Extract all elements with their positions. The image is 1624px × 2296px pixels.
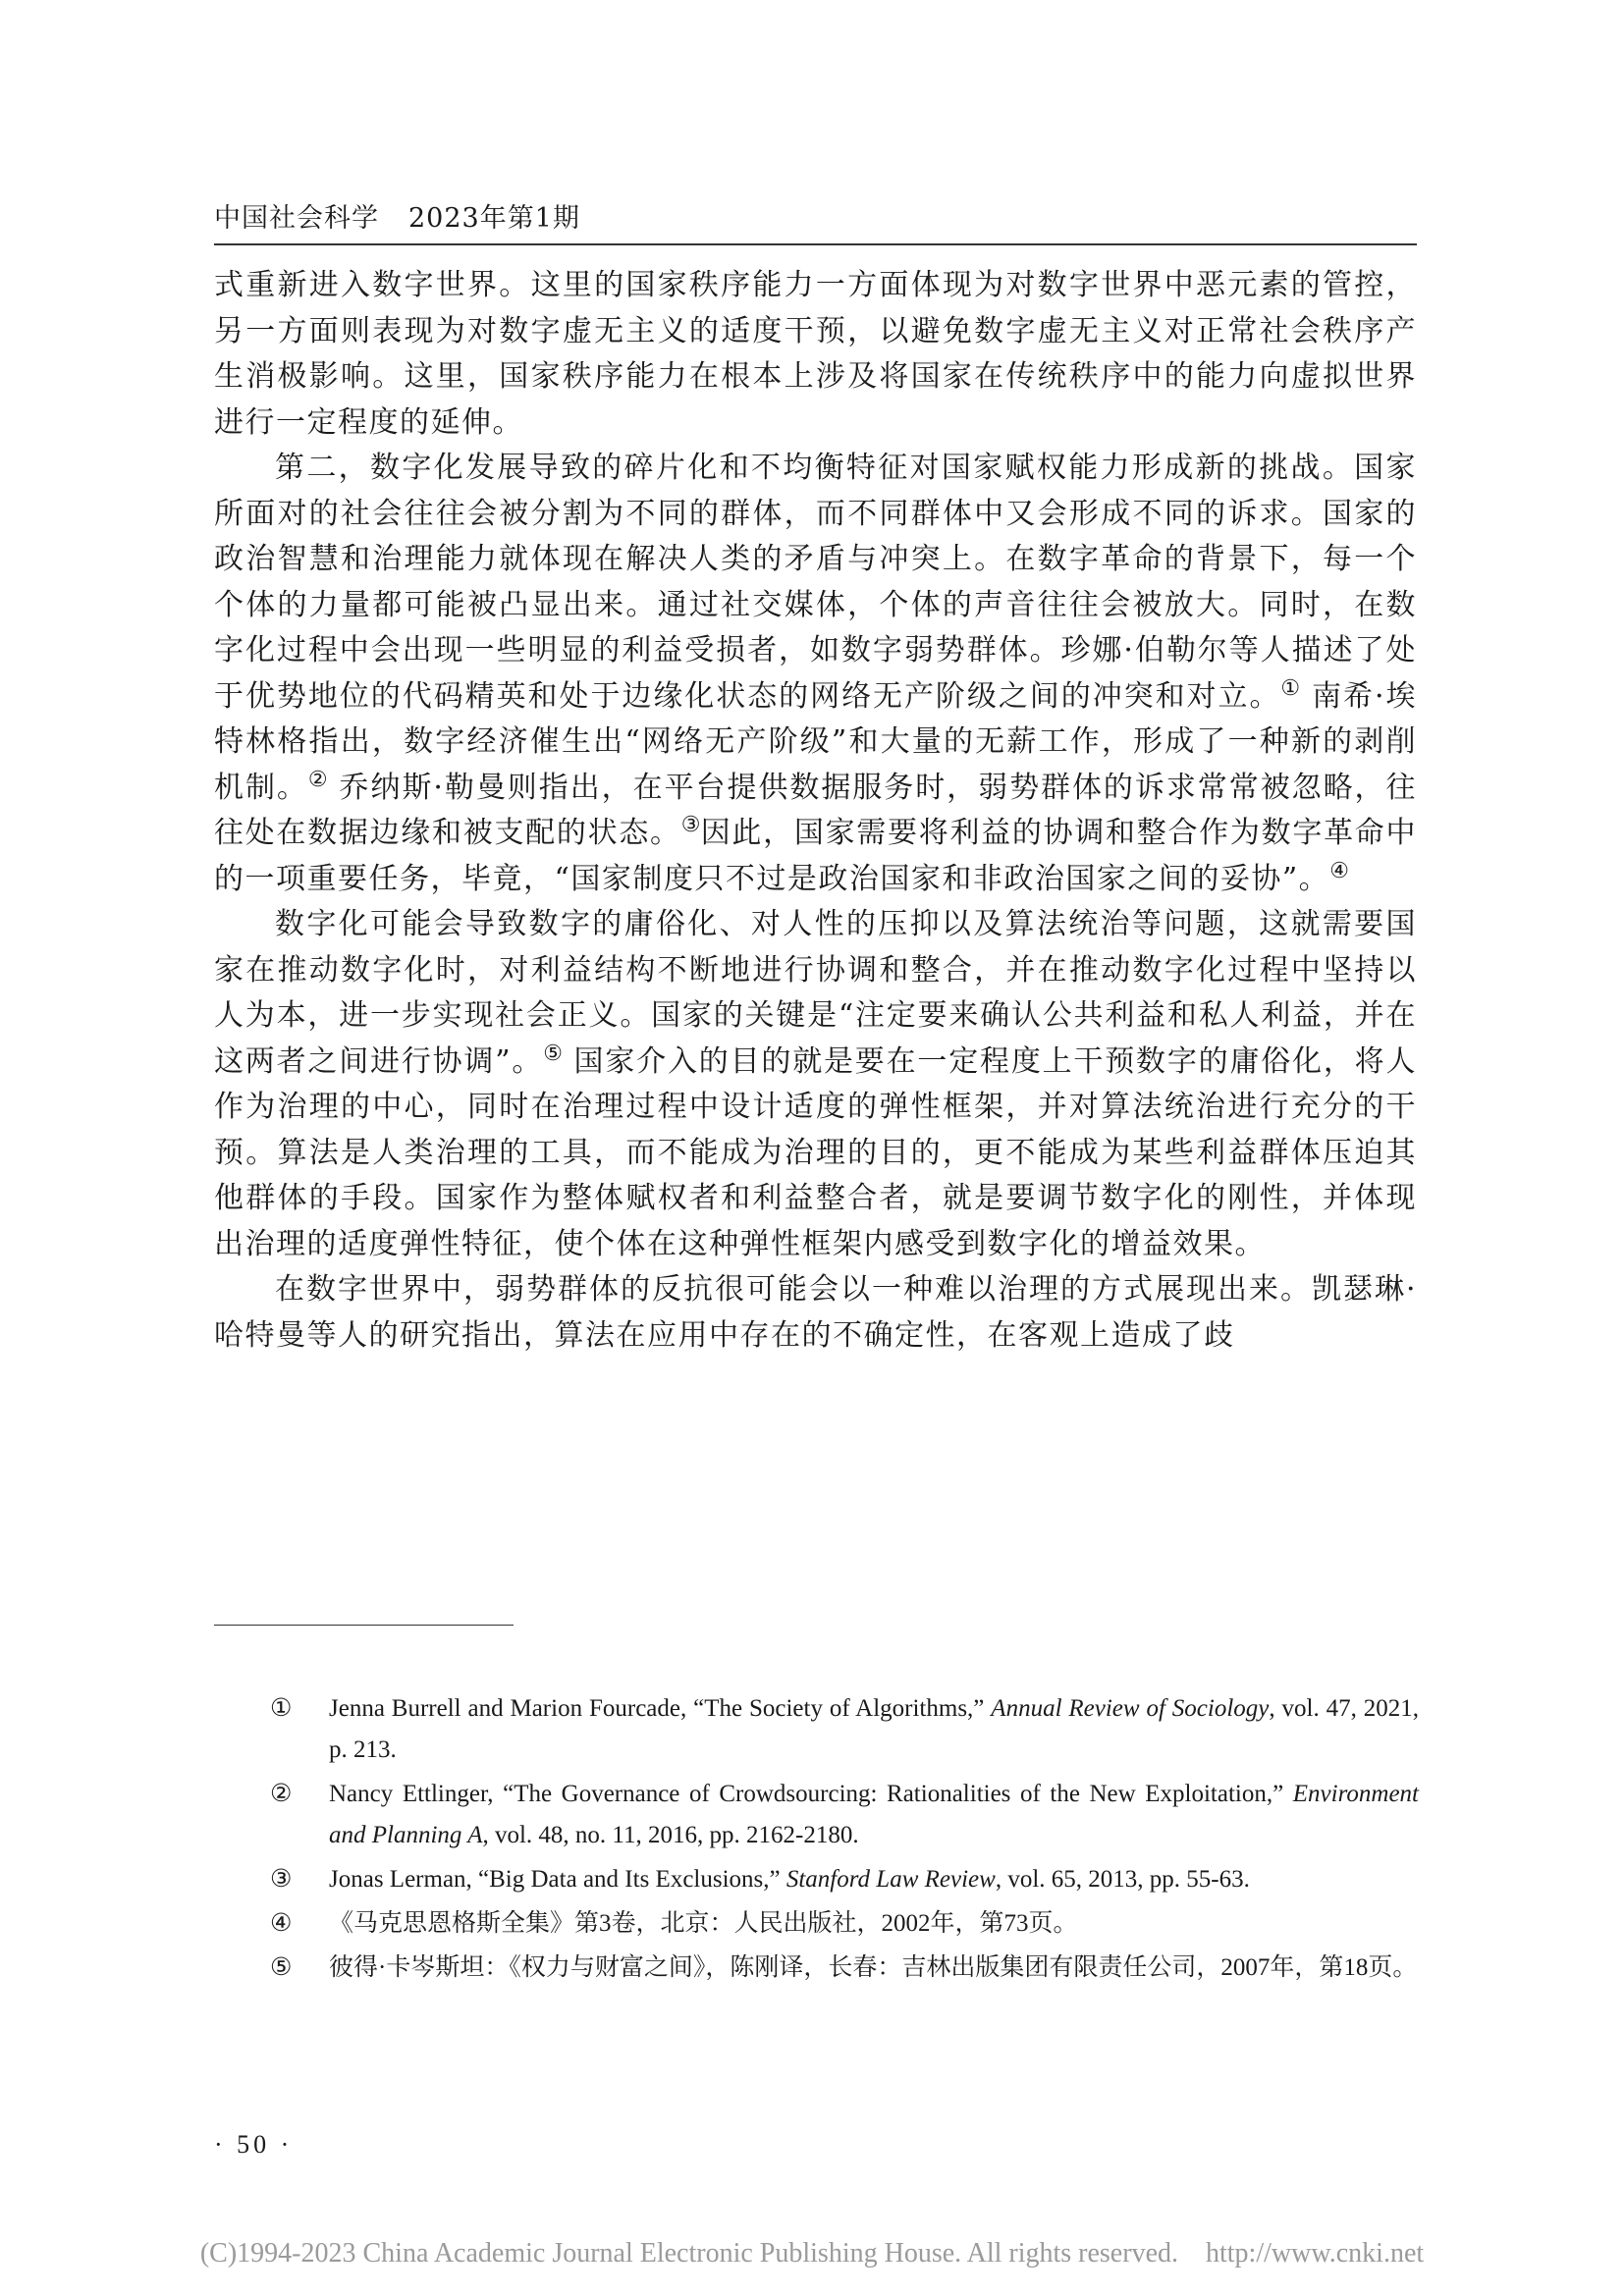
footnotes [270, 1688, 1419, 1992]
footnote-ref-3[interactable]: ③ [680, 813, 701, 837]
footnote-ref-2[interactable]: ② [307, 767, 329, 792]
journal-title: 中国社会科学 [214, 203, 379, 234]
body-text [214, 263, 1417, 1359]
paragraph-1: 式重新进入数字世界。这里的国家秩序能力一方面体现为对数字世界中恶元素的管控，另一方面则表现为对数字虚无主义的适度干预，以避免数字虚无主义对正常社会秩序产生消极影响。这里，国家秩序能力在根本上涉及将国家在传统秩序中的能力向虚拟世界进行一定程度的延伸。 [214, 268, 1417, 440]
copyright-notice [0, 2238, 1624, 2269]
copyright-text: (C)1994-2023 China Academic Journal Electronic Publishing House. All rights reserved. [199, 2238, 1178, 2269]
footnote-mark: ① [270, 1695, 293, 1722]
footnote-text: Nancy Ettlinger, “The Governance of Crowdsourcing: Rationalities of the New Exploitation,” [329, 1781, 1293, 1807]
running-head [214, 196, 580, 235]
footnote-citation: , vol. 65, 2013, pp. 55-63. [995, 1866, 1250, 1893]
footnote-mark: ④ [270, 1910, 293, 1937]
footnote-ref-5[interactable]: ⑤ [543, 1041, 564, 1066]
footnote-ref-4[interactable]: ④ [1329, 858, 1349, 883]
footnote-citation: , vol. 47, 2021, p. 213. [329, 1695, 1419, 1763]
footnote-text: 《马克思恩格斯全集》第3卷，北京：人民出版社，2002年，第73页。 [329, 1910, 1078, 1937]
footnote-journal: Environment and Planning A [329, 1781, 1419, 1848]
footnote-4 [270, 1903, 1419, 1945]
paragraph-3-text-a: 数字化可能会导致数字的庸俗化、对人性的压抑以及算法统治等问题，这就需要国家在推动数字化时，对利益结构不断地进行协调和整合，并在推动数字化过程中坚持以人为本，进一步实现社会正义。国家的关键是“注定要来确认公共利益和私人利益，并在这两者之间进行协调”。 [214, 907, 1417, 1079]
footnote-rule [214, 1625, 514, 1626]
paragraph-2 [214, 446, 1417, 902]
footnote-1 [270, 1688, 1419, 1771]
footnote-mark: ⑤ [270, 1954, 293, 1981]
footnote-mark: ③ [270, 1866, 293, 1893]
page-number: · 50 · [214, 2130, 294, 2159]
footnote-journal: Stanford Law Review [785, 1866, 996, 1893]
header-rule [214, 243, 1417, 245]
footnote-mark: ② [270, 1781, 293, 1807]
paragraph-2-text-d: 因此，国家需要将利益的协调和整合作为数字革命中的一项重要任务，毕竟，“国家制度只不过是政治国家和非政治国家之间的妥协”。 [214, 816, 1418, 896]
footnote-2 [270, 1774, 1419, 1856]
paragraph-2-text-b: 南希·埃特林格指出，数字经济催生出“网络无产阶级”和大量的无薪工作，形成了一种新的剥削机制。 [214, 678, 1417, 805]
copyright-url: http://www.cnki.net [1206, 2238, 1425, 2269]
footnote-3 [270, 1859, 1419, 1900]
footnote-text: Jonas Lerman, “Big Data and Its Exclusions,” [329, 1866, 786, 1893]
paragraph-3-text-b: 国家介入的目的就是要在一定程度上干预数字的庸俗化，将人作为治理的中心，同时在治理过程中设计适度的弹性框架，并对算法统治进行充分的干预。算法是人类治理的工具，而不能成为治理的目的，更不能成为某些利益群体压迫其他群体的手段。国家作为整体赋权者和利益整合者，就是要调节数字化的刚性，并体现出治理的适度弹性特征，使个体在这种弹性框架内感受到数字化的增益效果。 [214, 1043, 1417, 1261]
footnote-5 [270, 1948, 1419, 1989]
footnote-ref-1[interactable]: ① [1280, 675, 1301, 701]
paragraph-4: 在数字世界中，弱势群体的反抗很可能会以一种难以治理的方式展现出来。凯瑟琳·哈特曼等人的研究指出，算法在应用中存在的不确定性，在客观上造成了歧 [214, 1272, 1417, 1353]
footnote-text: 彼得·卡岑斯坦：《权力与财富之间》，陈刚译，长春：吉林出版集团有限责任公司，2007年，第18页。 [329, 1954, 1418, 1981]
paragraph-2-text-c: 乔纳斯·勒曼则指出，在平台提供数据服务时，弱势群体的诉求常常被忽略，往往处在数据边缘和被支配的状态。 [214, 770, 1418, 850]
paragraph-2-text-a: 第二，数字化发展导致的碎片化和不均衡特征对国家赋权能力形成新的挑战。国家所面对的社会往往会被分割为不同的群体，而不同群体中又会形成不同的诉求。国家的政治智慧和治理能力就体现在解决人类的矛盾与冲突上。在数字革命的背景下，每一个个体的力量都可能被凸显出来。通过社交媒体，个体的声音往往会被放大。同时，在数字化过程中会出现一些明显的利益受损者，如数字弱势群体。珍娜·伯勒尔等人描述了处于优势地位的代码精英和处于边缘化状态的网络无产阶级之间的冲突和对立。 [214, 451, 1417, 714]
issue-label: 2023年第1期 [408, 203, 580, 234]
footnote-journal: Annual Review of Sociology [991, 1695, 1270, 1722]
paragraph-3 [214, 902, 1417, 1267]
footnote-text: Jenna Burrell and Marion Fourcade, “The Society of Algorithms,” [329, 1695, 992, 1722]
footnote-citation: , vol. 48, no. 11, 2016, pp. 2162-2180. [482, 1822, 859, 1848]
